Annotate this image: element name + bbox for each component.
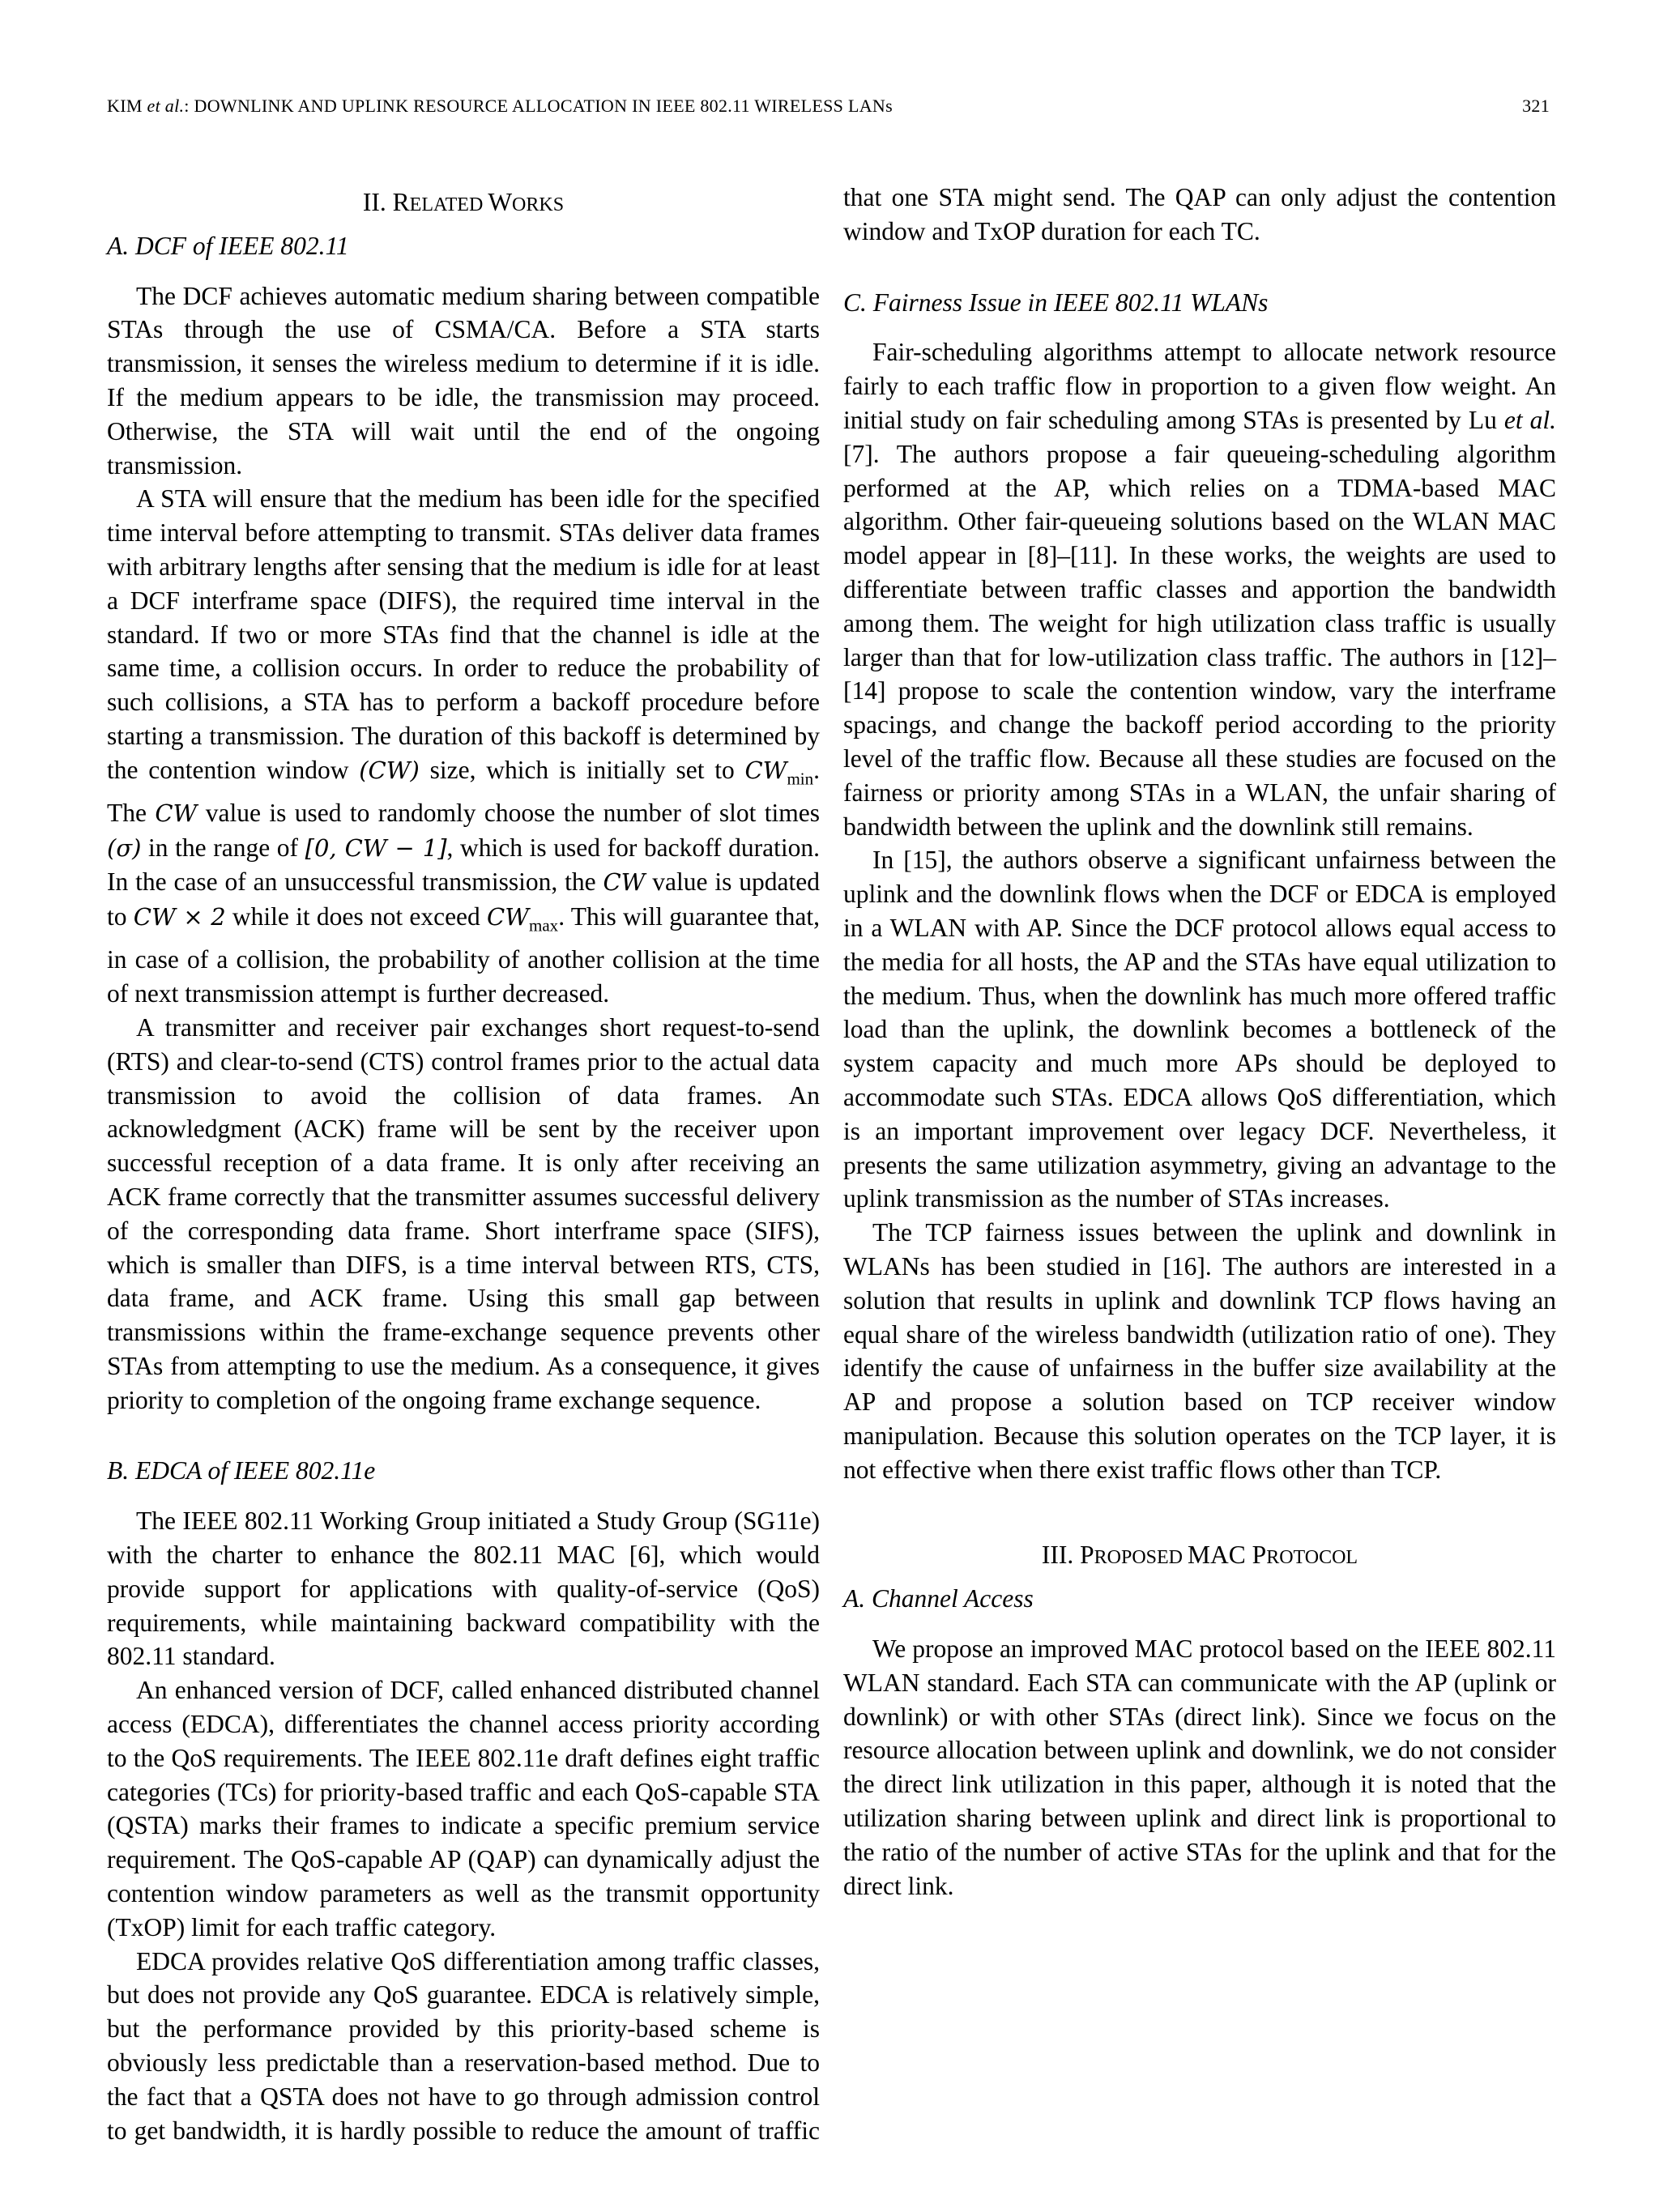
citation-etal: et al. xyxy=(1503,405,1556,434)
math-cw-min: CW xyxy=(744,756,787,784)
paragraph-2b-2: An enhanced version of DCF, called enhanced distributed channel access (EDCA), differentiates the channel access priority according to the QoS requirements. The IEEE 802.11e draft defines eight traffic categories (TCs) for priority-based traffic and each QoS-capable STA (QSTA) marks their frames to indicate a specific premium service requirement. The QoS-capable AP (QAP) can dynamically adjust the contention window parameters as well as the transmit opportunity (TxOP) limit for each traffic category. xyxy=(107,1676,820,1941)
subsection-3a-title: A. Channel Access xyxy=(843,1584,1034,1613)
subsection-2b-title: B. EDCA of IEEE 802.11e xyxy=(107,1456,376,1485)
math-sigma: (σ) xyxy=(107,833,142,862)
subsection-2c-title: C. Fairness Issue in IEEE 802.11 WLANs xyxy=(843,288,1269,317)
right-column xyxy=(843,181,1556,1903)
text-run: in the range of xyxy=(141,833,305,862)
header-etal: et al. xyxy=(147,96,185,116)
paragraph-2b-3-continued: that one STA might send. The QAP can only adjust the contention window and TxOP duration for each TC. xyxy=(843,183,1556,245)
math-cw: CW xyxy=(603,868,646,897)
page-number: 321 xyxy=(1522,96,1550,116)
paragraph-2b-3: EDCA provides relative QoS differentiation among traffic classes, but does not provide any QoS guarantee. EDCA is relatively simple, but the performance provided by this priority-based scheme is obviously less predictable than a reservation-based method. Due to the fact that a QSTA does not have to go through admission control to get bandwidth, it is hardly possible to reduce the amount of traffic xyxy=(107,1946,820,2145)
paragraph-2a-3: A transmitter and receiver pair exchanges short request-to-send (RTS) and clear-to-send (CTS) control frames prior to the actual data transmission to avoid the collision of data frames. An acknowledgment (ACK) frame will be sent by the receiver upon successful reception of a data frame. It is only after receiving an ACK frame correctly that the transmitter assumes successful delivery of the corresponding data frame. Short interframe space (SIFS), which is smaller than DIFS, is a time interval between RTS, CTS, data frame, and ACK frame. Using this small gap between transmissions within the frame-exchange sequence prevents other STAs from attempting to use the medium. As a consequence, it gives priority to completion of the ongoing frame exchange sequence. xyxy=(107,1012,820,1414)
text-run: while it does not exceed xyxy=(225,902,488,931)
text-run: value is updated to xyxy=(107,867,820,931)
paragraph-2a-2 xyxy=(107,482,820,1011)
paragraph-2c-2: In [15], the authors observe a significant unfairness between the uplink and the downlink flows when the DCF or EDCA is employed in a WLAN with AP. Since the DCF protocol allows equal access to the media for all hosts, the AP and the STAs have equal utilization to the medium. Thus, when the downlink has much more offered traffic load than the uplink, the downlink becomes a bottleneck of the system capacity and much more APs should be deployed to accommodate such STAs. EDCA allows QoS differentiation, which is an important improvement over legacy DCF. Nevertheless, it presents the same utilization asymmetry, giving an advantage to the uplink transmission as the number of STAs increases. xyxy=(843,846,1556,1213)
header-title xyxy=(107,96,893,117)
paragraph-2c-3: The TCP fairness issues between the uplink and downlink in WLANs has been studied in [16]. The authors are interested in a solution that results in uplink and downlink TCP flows having an equal share of the wireless bandwidth (utilization ratio of one). They identify the cause of unfairness in the buffer size availability at the AP and propose a solution based on TCP receiver window manipulation. Because this solution operates on the TCP layer, it is not effective when there exist traffic flows other than TCP. xyxy=(843,1218,1556,1484)
section-gap xyxy=(843,1486,1556,1533)
paragraph-2c-1: Fair-scheduling algorithms attempt to allocate network resource fairly to each traffic flow in proportion to a given flow weight. An initial study on fair scheduling among STAs is presented by Lu et al. [7]. The authors propose a fair queueing-scheduling algorithm performed at the AP, which relies on a TDMA-based MAC algorithm. Other fair-queueing solutions based on the WLAN MAC model appear in [8]–[11]. In these works, the weights are used to differentiate between traffic classes and apportion the bandwidth among them. The weight for high utilization class traffic is usually larger than that for low-utilization class traffic. The authors in [12]–[14] propose to scale the contention window, vary the interframe spacings, and change the backoff period according to the priority level of the traffic flow. Because all these studies are focused on the fairness or priority among STAs in a WLAN, the unfair sharing of bandwidth between the uplink and the downlink still remains. xyxy=(843,338,1556,841)
paragraph-3a-1: We propose an improved MAC protocol based on the IEEE 802.11 WLAN standard. Each STA can communicate with the AP (uplink or downlink) or with other STAs (direct link). Since we focus on the resource allocation between uplink and downlink, we do not consider the direct link utilization in this paper, although it is noted that the utilization sharing between uplink and direct link is proportional to the ratio of the number of active STAs for the uplink and that for the direct link. xyxy=(843,1634,1556,1900)
section-2-number: II. xyxy=(362,188,393,216)
section-2-title xyxy=(107,185,820,223)
text-run: . The xyxy=(107,755,820,827)
header-author: KIM xyxy=(107,96,143,116)
math-cw: (CW) xyxy=(359,756,420,784)
section-2-title-rest1: ELATED xyxy=(409,194,488,215)
math-cw-max: CW xyxy=(487,903,530,931)
section-3-title-part: P xyxy=(1080,1541,1094,1570)
section-2-title-cap2: W xyxy=(488,188,513,216)
paragraph-2b-1: The IEEE 802.11 Working Group initiated a Study Group (SG11e) with the charter to enhance the 802.11 MAC [6], which would provide support for applications with quality-of-service (QoS) requirements, while maintaining backward compatibility with the 802.11 standard. xyxy=(107,1507,820,1671)
math-cw-double: CW × 2 xyxy=(133,903,226,931)
section-3-title-part: MAC P xyxy=(1188,1541,1267,1570)
section-3-title-part: ROPOSED xyxy=(1094,1547,1188,1569)
section-2-title-cap1: R xyxy=(392,188,410,216)
text-run: A STA will ensure that the medium has been idle for the specified time interval before attempting to transmit. STAs deliver data frames with arbitrary lengths after sensing that the medium is idle for at least a DCF interframe space (DIFS), the required time interval in the standard. If two or more STAs find that the channel is idle at the same time, a collision occurs. In order to reduce the probability of such collisions, a STA has to perform a backoff procedure before starting a transmission. The duration of this backoff is determined by the contention window xyxy=(107,484,820,784)
section-3-title xyxy=(843,1538,1556,1575)
header-title-text: : DOWNLINK AND UPLINK RESOURCE ALLOCATION IN IEEE 802.11 WIRELESS LANs xyxy=(184,96,893,116)
subsection-2a-title: A. DCF of IEEE 802.11 xyxy=(107,231,349,260)
math-range: [0, CW − 1] xyxy=(305,833,447,862)
section-3-title-part: ROTOCOL xyxy=(1266,1547,1358,1569)
running-header xyxy=(107,96,1550,117)
math-cw: CW xyxy=(155,799,198,827)
section-2-title-rest2: ORKS xyxy=(512,194,565,215)
paragraph-2a-1: The DCF achieves automatic medium sharing between compatible STAs through the use of CSMA/CA. Before a STA starts transmission, it senses the wireless medium to determine if it is idle. If the medium appears to be idle, the transmission may proceed. Otherwise, the STA will wait until the end of the ongoing transmission. xyxy=(107,281,820,479)
left-column xyxy=(107,181,820,2147)
text-run: . This will guarantee that, in case of a collision, the probability of another collision at the time of next transmission attempt is further decreased. xyxy=(107,902,820,1008)
text-run: , which is used for backoff duration. In the case of an unsuccessful transmission, the xyxy=(107,833,820,897)
section-3-title-part: III. xyxy=(1041,1541,1081,1570)
math-subscript: max xyxy=(529,915,559,936)
math-subscript: min xyxy=(787,769,814,789)
text-run: value is used to randomly choose the number of slot times xyxy=(197,798,820,827)
text-run: size, which is initially set to xyxy=(419,755,745,784)
